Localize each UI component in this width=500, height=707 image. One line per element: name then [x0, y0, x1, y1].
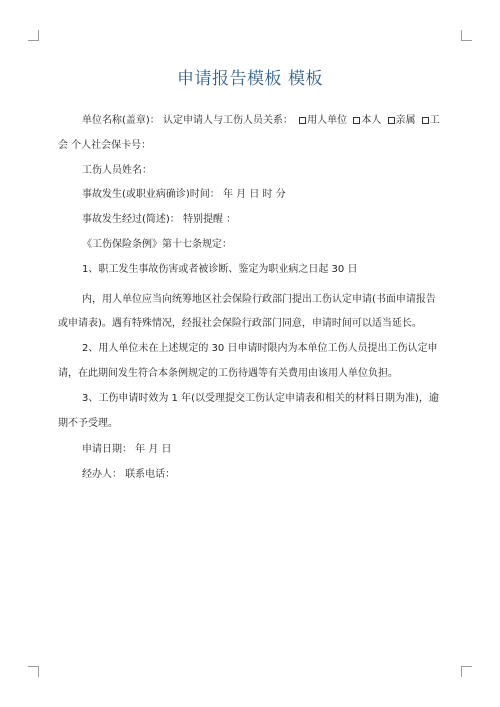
relation-option-union[interactable]: 工	[419, 115, 440, 126]
relation-option-self[interactable]: 本人	[350, 115, 381, 126]
clause-1-line-1: 1、职工发生事故伤害或者被诊断、鉴定为职业病之日起 30 日	[82, 264, 358, 275]
clause-2-line-2: 请，在此期间发生符合本条例规定的工伤待遇等有关费用由该用人单位负担。	[58, 368, 398, 379]
clause-3-line-2: 期不予受理。	[58, 418, 118, 429]
crop-mark-bottom-right	[461, 666, 472, 677]
clause-1-line-2: 内，用人单位应当向统筹地区社会保险行政部门提出工伤认定申请(书面申请报告	[82, 294, 436, 305]
unit-name-line	[82, 115, 440, 127]
checkbox-icon	[422, 117, 429, 124]
accident-description-line: 事故发生经过(简述)： 特别提醒 ：	[82, 214, 237, 225]
crop-mark-top-left	[28, 30, 39, 41]
checkbox-icon	[388, 117, 395, 124]
clause-3-line-1: 3、工伤申请时效为 1 年(以受理提交工伤认定申请表和相关的材料日期为准)，逾	[82, 393, 439, 404]
injured-worker-name-line: 工伤人员姓名：	[82, 165, 152, 176]
accident-time-line: 事故发生(或职业病确诊)时间： 年 月 日 时 分	[82, 189, 286, 200]
crop-mark-top-right	[461, 30, 472, 41]
checkbox-icon	[299, 117, 306, 124]
application-date-line: 申请日期： 年 月 日	[82, 444, 172, 455]
social-security-card-line: 会 个人社会保卡号：	[58, 140, 152, 151]
clause-2-line-1: 2、用人单位未在上述规定的 30 日申请时限内为本单位工伤人员提出工伤认定申	[82, 343, 438, 354]
regulation-heading: 《工伤保险条例》第十七条规定：	[82, 239, 232, 250]
relation-option-relative[interactable]: 亲属	[385, 115, 416, 126]
relation-option-employer[interactable]: 用人单位	[296, 115, 347, 126]
checkbox-icon	[353, 117, 360, 124]
unit-name-label: 单位名称(盖章)： 认定申请人与工伤人员关系：	[82, 115, 293, 126]
document-title: 申请报告模板 模板	[177, 69, 323, 89]
handler-contact-line: 经办人： 联系电话：	[82, 469, 176, 480]
crop-mark-bottom-left	[28, 666, 39, 677]
clause-1-line-3: 或申请表)。遇有特殊情况，经报社会保险行政部门同意，申请时间可以适当延长。	[58, 318, 422, 329]
